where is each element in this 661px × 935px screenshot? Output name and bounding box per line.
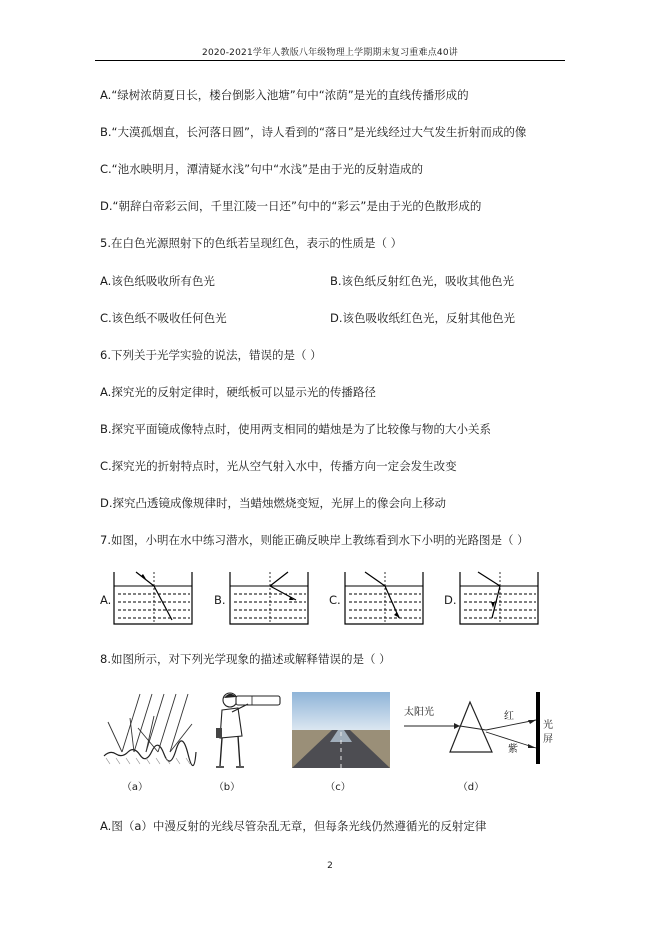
q6-option-d: D.探究凸透镜成像规律时，当蜡烛燃烧变短，光屏上的像会向上移动	[100, 496, 447, 510]
q5-stem: 5.在白色光源照射下的色纸若呈现红色，表示的性质是（ ）	[100, 236, 403, 250]
q8-caption-a: （a）	[121, 782, 149, 793]
prism-label-screen-1: 光	[543, 720, 553, 731]
q6-stem: 6.下列关于光学实验的说法，错误的是（ ）	[100, 348, 322, 362]
page-number: 2	[327, 861, 333, 871]
q8-caption-b: （b）	[213, 782, 241, 793]
q7-diagram-d	[458, 570, 540, 626]
header-rule	[95, 60, 565, 61]
q8-stem: 8.如图所示，对下列光学现象的描述或解释错误的是（ ）	[100, 652, 391, 666]
q7-diagram-a	[112, 570, 194, 626]
q5-option-c: C.该色纸不吸收任何色光	[100, 311, 227, 325]
prism-label-red: 红	[504, 711, 514, 722]
q7-label-a: A.	[100, 593, 112, 607]
q6-option-c: C.探究光的折射特点时，光从空气射入水中，传播方向一定会发生改变	[100, 459, 457, 473]
q7-diagram-c	[343, 570, 425, 626]
q4-option-b: B.“大漠孤烟直，长河落日圆”，诗人看到的“落日”是光线经过大气发生折射而成的像	[100, 125, 527, 139]
q8-figure-d-prism-dispersion	[400, 686, 560, 772]
q7-diagram-b	[228, 570, 310, 626]
q8-figure-a-diffuse-reflection	[100, 688, 200, 768]
q7-label-b: B.	[214, 593, 226, 607]
q8-figure-b-person-telescope	[208, 688, 288, 770]
q4-option-d: D.“朝辞白帝彩云间，千里江陵一日还”句中的“彩云”是由于光的色散形成的	[100, 199, 482, 213]
q4-option-a: A.“绿树浓荫夏日长，楼台倒影入池塘”句中“浓荫”是光的直线传播形成的	[100, 88, 469, 102]
prism-label-screen-2: 屏	[543, 734, 553, 745]
q4-option-c: C.“池水映明月，潭清疑水浅”句中“水浅”是由于光的反射造成的	[100, 162, 424, 176]
q6-option-a: A.探究光的反射定律时，硬纸板可以显示光的传播路径	[100, 385, 376, 399]
page-header: 2020-2021学年人教版八年级物理上学期期末复习重难点40讲	[202, 48, 458, 58]
q5-option-a: A.该色纸吸收所有色光	[100, 274, 215, 288]
q7-stem: 7.如图，小明在水中练习潜水，则能正确反映岸上教练看到水下小明的光路图是（ ）	[100, 533, 529, 547]
prism-label-sunlight: 太阳光	[404, 707, 434, 718]
q8-option-a: A.图（a）中漫反射的光线尽管杂乱无章，但每条光线仍然遵循光的反射定律	[100, 819, 487, 833]
prism-label-violet: 紫	[508, 744, 518, 755]
q6-option-b: B.探究平面镜成像特点时，使用两支相同的蜡烛是为了比较像与物的大小关系	[100, 422, 492, 436]
q8-caption-d: （d）	[457, 782, 485, 793]
q5-option-d: D.该色吸收纸红色光，反射其他色光	[330, 311, 516, 325]
q7-label-d: D.	[444, 593, 457, 607]
q8-caption-c: （c）	[325, 782, 351, 793]
q5-option-b: B.该色纸反射红色光，吸收其他色光	[330, 274, 515, 288]
q8-figure-c-road-mirage	[292, 692, 390, 768]
q7-label-c: C.	[329, 593, 341, 607]
